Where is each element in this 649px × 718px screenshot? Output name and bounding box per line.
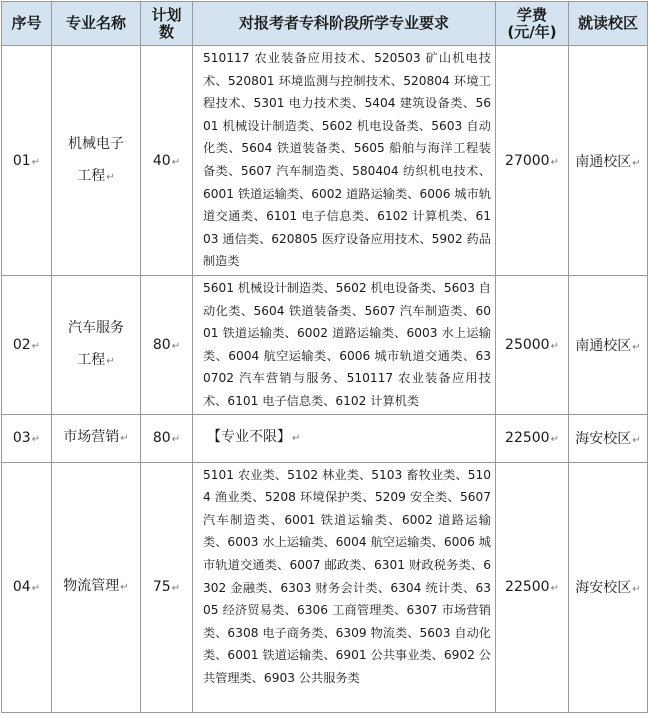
row-fee: 22500↵ <box>496 414 569 462</box>
header-campus: 就读校区 <box>569 2 648 46</box>
return-mark-icon: ↵ <box>632 584 641 596</box>
row-no: 04↵ <box>2 462 52 712</box>
return-mark-icon: ↵ <box>550 156 559 168</box>
row-plan: 40↵ <box>141 46 193 276</box>
row-plan: 75↵ <box>141 462 193 712</box>
header-row <box>2 2 648 46</box>
row-major: 物流管理↵ <box>52 462 141 712</box>
table-row <box>2 462 648 712</box>
row-campus: 南通校区↵ <box>569 276 648 415</box>
return-mark-icon: ↵ <box>632 157 641 169</box>
table-row <box>2 414 648 462</box>
return-mark-icon: ↵ <box>632 341 641 353</box>
header-major: 专业名称 <box>52 2 141 46</box>
row-major: 机械电子 工程↵ <box>52 46 141 276</box>
row-plan: 80↵ <box>141 276 193 415</box>
row-fee: 27000↵ <box>496 46 569 276</box>
return-mark-icon: ↵ <box>31 156 41 168</box>
row-major: 汽车服务 工程↵ <box>52 276 141 415</box>
return-mark-icon: ↵ <box>292 432 301 444</box>
row-requirement: 5601 机械设计制造类、5602 机电设备类、5603 自动化类、5604 铁道装备类、5607 汽车制造类、6001 铁道运输类、6002 道路运输类、6003 水上运输类、6004 航空运输类、6006 城市轨道交通类、630702 汽车营销与服务、510117 农业装备应用技术、6101 电子信息类、6102 计算机类 <box>193 276 496 415</box>
major-table <box>1 1 648 713</box>
row-fee: 25000↵ <box>496 276 569 415</box>
return-mark-icon: ↵ <box>171 434 181 446</box>
table-row <box>2 46 648 276</box>
table-row <box>2 276 648 415</box>
row-requirement: 510117 农业装备应用技术、520503 矿山机电技术、520801 环境监测与控制技术、520804 环境工程技术、5301 电力技术类、5404 建筑设备类、5601 机械设计制造类、5602 机电设备类、5603 自动化类、5604 铁道装备类、5605 船舶与海洋工程装备类、5607 汽车制造类、580404 纺织机电技术、6001 铁道运输类、6002 道路运输类、6006 城市轨道交通类、6101 电子信息类、6102 计算机类、6103 通信类、620805 医疗设备应用技术、5902 药品制造类 <box>193 46 496 276</box>
row-no: 02↵ <box>2 276 52 415</box>
return-mark-icon: ↵ <box>31 434 41 446</box>
return-mark-icon: ↵ <box>550 340 559 352</box>
return-mark-icon: ↵ <box>120 433 129 445</box>
return-mark-icon: ↵ <box>550 434 559 446</box>
header-no: 序号 <box>2 2 52 46</box>
return-mark-icon: ↵ <box>31 340 41 352</box>
return-mark-icon: ↵ <box>171 583 181 595</box>
header-plan: 计划 数 <box>141 2 193 46</box>
row-major: 市场营销↵ <box>52 414 141 462</box>
return-mark-icon: ↵ <box>632 435 641 447</box>
return-mark-icon: ↵ <box>171 156 181 168</box>
return-mark-icon: ↵ <box>550 583 559 595</box>
return-mark-icon: ↵ <box>171 340 181 352</box>
return-mark-icon: ↵ <box>106 355 115 367</box>
return-mark-icon: ↵ <box>31 583 41 595</box>
row-requirement: 5101 农业类、5102 林业类、5103 畜牧业类、5104 渔业类、5208 环境保护类、5209 安全类、5607 汽车制造类、6001 铁道运输类、6002 道路运输类、6003 水上运输类、6004 航空运输类、6006 城市轨道交通类、6007 邮政类、6301 财政税务类、6302 金融类、6303 财务会计类、6304 统计类、6305 经济贸易类、6306 工商管理类、6307 市场营销类、6308 电子商务类、6309 物流类、5603 自动化类、6001 铁道运输类、6901 公共事业类、6902 公共管理类、6903 公共服务类 <box>193 462 496 712</box>
return-mark-icon: ↵ <box>120 582 129 594</box>
header-requirement: 对报考者专科阶段所学专业要求 <box>193 2 496 46</box>
row-campus: 海安校区↵ <box>569 414 648 462</box>
row-requirement: 【专业不限】↵ <box>193 414 496 462</box>
row-no: 01↵ <box>2 46 52 276</box>
row-fee: 22500↵ <box>496 462 569 712</box>
header-fee: 学费 (元/年) <box>496 2 569 46</box>
row-no: 03↵ <box>2 414 52 462</box>
row-campus: 南通校区↵ <box>569 46 648 276</box>
row-plan: 80↵ <box>141 414 193 462</box>
return-mark-icon: ↵ <box>106 171 115 183</box>
row-campus: 海安校区↵ <box>569 462 648 712</box>
